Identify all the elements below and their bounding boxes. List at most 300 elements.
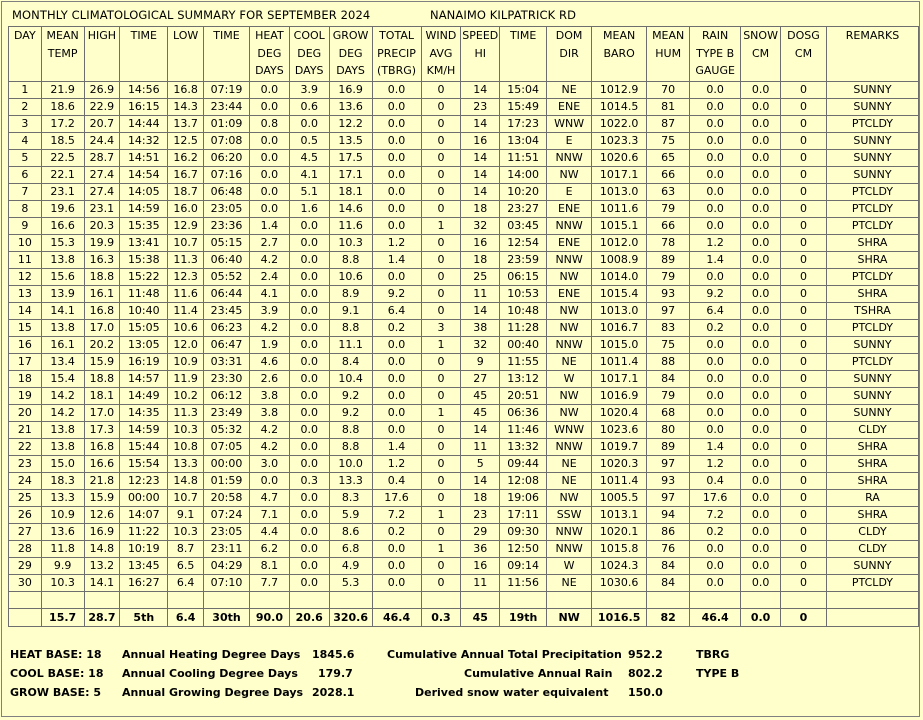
table-cell: 0.2 <box>690 320 741 337</box>
table-cell: 16.6 <box>41 218 84 235</box>
table-cell: 88 <box>647 354 690 371</box>
table-cell: 11.6 <box>168 286 204 303</box>
table-row <box>9 184 919 201</box>
table-cell: 14 <box>461 422 500 439</box>
table-cell: 13.8 <box>41 422 84 439</box>
table-cell: 23:36 <box>204 218 250 235</box>
table-cell: ENE <box>547 99 592 116</box>
table-cell: 1017.1 <box>592 167 647 184</box>
table-cell: 0.0 <box>690 150 741 167</box>
table-cell: 79 <box>647 269 690 286</box>
report-title: MONTHLY CLIMATOLOGICAL SUMMARY FOR SEPTEMBER 2024 <box>12 8 371 22</box>
table-row <box>9 201 919 218</box>
table-cell: 14 <box>461 167 500 184</box>
table-cell: 17.2 <box>41 116 84 133</box>
table-cell: 12 <box>9 269 42 286</box>
table-cell: 1.9 <box>249 337 289 354</box>
table-cell: 1020.4 <box>592 405 647 422</box>
table-cell: 12.9 <box>168 218 204 235</box>
table-cell: 15:54 <box>120 456 168 473</box>
table-cell: 23:11 <box>204 541 250 558</box>
table-cell: 16.0 <box>168 201 204 218</box>
table-cell: 23.1 <box>84 201 120 218</box>
table-cell: 00:00 <box>204 456 250 473</box>
table-cell: 0.0 <box>372 541 421 558</box>
table-cell <box>9 592 42 609</box>
table-cell: 0.0 <box>741 133 781 150</box>
table-cell: 10:53 <box>500 286 547 303</box>
table-cell: 6.4 <box>168 575 204 592</box>
table-cell: 7 <box>9 184 42 201</box>
table-cell: 0 <box>781 99 827 116</box>
table-cell: 17.0 <box>84 405 120 422</box>
table-cell: 27 <box>9 524 42 541</box>
table-cell: 83 <box>647 320 690 337</box>
table-cell: 13.9 <box>41 286 84 303</box>
table-cell: 0.0 <box>741 490 781 507</box>
table-cell: 0 <box>781 405 827 422</box>
table-cell: 15:44 <box>120 439 168 456</box>
table-cell: 17.5 <box>329 150 372 167</box>
table-cell: 16.6 <box>84 456 120 473</box>
table-row <box>9 388 919 405</box>
table-cell: 26 <box>9 507 42 524</box>
table-cell: 0.0 <box>690 99 741 116</box>
cool-base: COOL BASE: 18 <box>10 667 104 680</box>
table-cell: 32 <box>461 337 500 354</box>
column-header: DAY <box>9 27 42 82</box>
table-cell: 0 <box>421 252 461 269</box>
table-cell: 0.0 <box>289 558 329 575</box>
table-cell: 0 <box>781 473 827 490</box>
table-cell: 0.0 <box>289 286 329 303</box>
table-row <box>9 456 919 473</box>
table-cell: 9.9 <box>41 558 84 575</box>
table-cell: 18.1 <box>329 184 372 201</box>
table-row <box>9 269 919 286</box>
table-row <box>9 541 919 558</box>
table-cell: 10.6 <box>329 269 372 286</box>
table-cell: 0 <box>781 150 827 167</box>
table-cell: 0.0 <box>289 524 329 541</box>
table-cell: 12.3 <box>168 269 204 286</box>
table-cell: 0.0 <box>372 218 421 235</box>
table-cell: 0 <box>781 422 827 439</box>
table-cell: 0.3 <box>289 473 329 490</box>
table-cell: 1 <box>421 337 461 354</box>
table-cell: 22 <box>9 439 42 456</box>
table-cell: SUNNY <box>826 405 918 422</box>
table-cell: 0 <box>421 99 461 116</box>
table-cell <box>168 592 204 609</box>
table-cell: 1013.1 <box>592 507 647 524</box>
table-cell <box>329 592 372 609</box>
table-cell: 0 <box>781 184 827 201</box>
table-cell: 20:58 <box>204 490 250 507</box>
table-cell: NNW <box>547 252 592 269</box>
table-cell: 0.0 <box>289 541 329 558</box>
table-cell: 45 <box>461 405 500 422</box>
table-cell: 06:44 <box>204 286 250 303</box>
table-cell: 23 <box>9 456 42 473</box>
table-cell: NE <box>547 575 592 592</box>
table-cell: 0 <box>421 235 461 252</box>
column-header: DOSG CM <box>781 27 827 82</box>
table-cell: 1016.7 <box>592 320 647 337</box>
table-cell: 20 <box>9 405 42 422</box>
table-cell: 13:32 <box>500 439 547 456</box>
table-cell: PTCLDY <box>826 116 918 133</box>
table-cell: 10:20 <box>500 184 547 201</box>
table-cell: 0 <box>781 82 827 99</box>
table-row <box>9 439 919 456</box>
table-cell: 1011.4 <box>592 473 647 490</box>
table-cell: 0.0 <box>690 82 741 99</box>
table-cell: 0.8 <box>249 116 289 133</box>
table-cell: 0 <box>421 439 461 456</box>
table-cell: 0.0 <box>741 388 781 405</box>
cum-precip-label: Cumulative Annual Total Precipitation <box>387 648 622 661</box>
table-cell: 00:00 <box>120 490 168 507</box>
table-cell: NW <box>547 303 592 320</box>
table-cell: 1017.1 <box>592 371 647 388</box>
table-cell: 1022.0 <box>592 116 647 133</box>
cum-precip-value: 952.2 <box>628 648 663 661</box>
table-cell: 1011.6 <box>592 201 647 218</box>
grow-base: GROW BASE: 5 <box>10 686 102 699</box>
table-cell: 09:14 <box>500 558 547 575</box>
table-cell: 15.7 <box>41 609 84 627</box>
table-cell: 45 <box>461 388 500 405</box>
table-cell: 03:45 <box>500 218 547 235</box>
table-cell: 0.0 <box>289 337 329 354</box>
table-cell: 8.4 <box>329 354 372 371</box>
table-cell: 0 <box>781 558 827 575</box>
table-cell: 0.0 <box>372 558 421 575</box>
table-cell: 0.0 <box>372 116 421 133</box>
table-cell: 0 <box>781 388 827 405</box>
table-cell: PTCLDY <box>826 269 918 286</box>
station-name: NANAIMO KILPATRICK RD <box>430 8 577 22</box>
table-cell: 07:24 <box>204 507 250 524</box>
table-row <box>9 116 919 133</box>
table-cell: 0.6 <box>289 99 329 116</box>
table-cell: 15.0 <box>41 456 84 473</box>
table-cell: 0.0 <box>249 473 289 490</box>
table-row <box>9 303 919 320</box>
table-cell: 13 <box>9 286 42 303</box>
table-cell: 11.8 <box>41 541 84 558</box>
annual-cooling-value: 179.7 <box>318 667 353 680</box>
table-cell: 0.0 <box>249 184 289 201</box>
table-row <box>9 354 919 371</box>
table-cell <box>647 592 690 609</box>
column-header: MEAN TEMP <box>41 27 84 82</box>
table-row <box>9 575 919 592</box>
table-cell: 65 <box>647 150 690 167</box>
table-cell: 09:44 <box>500 456 547 473</box>
table-cell: 8.8 <box>329 252 372 269</box>
table-cell: 1.2 <box>372 456 421 473</box>
column-header: TIME <box>120 27 168 82</box>
table-cell: 3.8 <box>249 405 289 422</box>
table-cell <box>500 592 547 609</box>
table-cell: 0.0 <box>249 99 289 116</box>
table-cell: 0.0 <box>690 405 741 422</box>
table-cell: 28 <box>9 541 42 558</box>
table-cell: 0.0 <box>690 133 741 150</box>
table-row <box>9 167 919 184</box>
table-cell: 8.8 <box>329 422 372 439</box>
table-cell: 0.0 <box>690 558 741 575</box>
table-cell: 12.6 <box>84 507 120 524</box>
table-header <box>9 27 919 82</box>
table-cell: 0.0 <box>690 337 741 354</box>
table-cell: 19th <box>500 609 547 627</box>
table-cell: 11:56 <box>500 575 547 592</box>
table-cell: 1016.5 <box>592 609 647 627</box>
table-cell: 11:51 <box>500 150 547 167</box>
table-cell: ENE <box>547 235 592 252</box>
table-cell: 07:10 <box>204 575 250 592</box>
table-cell: 05:15 <box>204 235 250 252</box>
table-cell: 4.5 <box>289 150 329 167</box>
table-cell: 0.0 <box>741 184 781 201</box>
table-cell: 0.0 <box>690 575 741 592</box>
table-cell: 18.7 <box>168 184 204 201</box>
table-cell: 0 <box>421 286 461 303</box>
table-cell: 18.8 <box>84 371 120 388</box>
table-cell: 0.0 <box>690 218 741 235</box>
table-cell: 14.6 <box>329 201 372 218</box>
table-cell: SUNNY <box>826 99 918 116</box>
table-cell: 12.2 <box>329 116 372 133</box>
table-cell: 27.4 <box>84 184 120 201</box>
table-cell: 0.0 <box>372 99 421 116</box>
table-cell: 0 <box>781 252 827 269</box>
table-cell: 97 <box>647 456 690 473</box>
table-cell: PTCLDY <box>826 575 918 592</box>
table-cell: 13.3 <box>329 473 372 490</box>
table-cell: 14:59 <box>120 422 168 439</box>
table-row <box>9 252 919 269</box>
table-cell: PTCLDY <box>826 218 918 235</box>
table-cell: 07:16 <box>204 167 250 184</box>
table-cell: CLDY <box>826 541 918 558</box>
table-cell: 23:05 <box>204 524 250 541</box>
table-cell: 07:19 <box>204 82 250 99</box>
table-cell: 63 <box>647 184 690 201</box>
table-cell: 14:07 <box>120 507 168 524</box>
table-row <box>9 507 919 524</box>
table-cell: 0.0 <box>741 150 781 167</box>
table-cell: 0.0 <box>289 490 329 507</box>
table-cell: 18.5 <box>41 133 84 150</box>
table-cell: 68 <box>647 405 690 422</box>
table-cell: 16:27 <box>120 575 168 592</box>
table-cell: 0.0 <box>372 575 421 592</box>
table-cell: 06:23 <box>204 320 250 337</box>
table-cell: 0 <box>781 116 827 133</box>
table-cell: 3.9 <box>249 303 289 320</box>
table-cell: 16 <box>9 337 42 354</box>
table-cell: 15.9 <box>84 490 120 507</box>
table-cell: 06:40 <box>204 252 250 269</box>
table-cell: 0 <box>421 303 461 320</box>
table-cell: 23:30 <box>204 371 250 388</box>
table-cell: 86 <box>647 524 690 541</box>
table-cell: 97 <box>647 490 690 507</box>
column-header: TIME <box>204 27 250 82</box>
table-cell: 1013.0 <box>592 184 647 201</box>
table-cell: SUNNY <box>826 337 918 354</box>
table-cell: 19 <box>9 388 42 405</box>
table-cell: 0.2 <box>372 320 421 337</box>
table-cell: 18 <box>9 371 42 388</box>
table-cell: 11.9 <box>168 371 204 388</box>
table-cell <box>84 592 120 609</box>
table-cell: 0.5 <box>289 133 329 150</box>
table-cell: 16:15 <box>120 99 168 116</box>
table-cell: 11.3 <box>168 252 204 269</box>
table-cell: 14:57 <box>120 371 168 388</box>
table-cell: 14:05 <box>120 184 168 201</box>
table-cell: 89 <box>647 439 690 456</box>
table-cell: 0.0 <box>741 116 781 133</box>
table-cell: 4 <box>9 133 42 150</box>
table-cell: 14 <box>9 303 42 320</box>
table-cell: 0.0 <box>741 269 781 286</box>
table-cell: WNW <box>547 422 592 439</box>
table-cell: 10.3 <box>168 524 204 541</box>
table-cell: 1 <box>421 405 461 422</box>
table-cell: 14.3 <box>168 99 204 116</box>
table-cell: 0 <box>421 575 461 592</box>
table-cell: 0.0 <box>690 184 741 201</box>
table-row <box>9 337 919 354</box>
table-cell: 0.0 <box>690 116 741 133</box>
table-cell: 14 <box>461 303 500 320</box>
table-cell: 14:35 <box>120 405 168 422</box>
table-cell: 0.0 <box>249 82 289 99</box>
table-cell: 14:59 <box>120 201 168 218</box>
table-cell: 3 <box>421 320 461 337</box>
table-cell: NNW <box>547 150 592 167</box>
table-cell: 0 <box>421 354 461 371</box>
table-cell: 2.4 <box>249 269 289 286</box>
table-cell: 9.1 <box>329 303 372 320</box>
table-cell: 32 <box>461 218 500 235</box>
table-cell: 1008.9 <box>592 252 647 269</box>
annual-heating-value: 1845.6 <box>312 648 355 661</box>
table-cell: 0.0 <box>289 116 329 133</box>
table-cell: 89 <box>647 252 690 269</box>
table-cell: 0.0 <box>741 439 781 456</box>
table-cell <box>781 592 827 609</box>
table-cell: 0 <box>781 201 827 218</box>
table-cell: 1030.6 <box>592 575 647 592</box>
table-cell: NW <box>547 405 592 422</box>
table-cell: 0.0 <box>372 405 421 422</box>
table-cell: 0.0 <box>249 150 289 167</box>
table-cell: 80 <box>647 422 690 439</box>
heat-base: HEAT BASE: 18 <box>10 648 102 661</box>
table-cell: 14:54 <box>120 167 168 184</box>
table-cell: 13.3 <box>168 456 204 473</box>
table-cell <box>41 592 84 609</box>
table-cell: 16 <box>461 235 500 252</box>
totals-row <box>9 609 919 627</box>
table-cell: 6 <box>9 167 42 184</box>
report-header <box>12 8 577 22</box>
table-cell: 46.4 <box>690 609 741 627</box>
table-cell: 0 <box>421 201 461 218</box>
table-cell: 78 <box>647 235 690 252</box>
table-cell: 87 <box>647 116 690 133</box>
table-cell: 70 <box>647 82 690 99</box>
table-cell: SHRA <box>826 286 918 303</box>
table-cell: 23:44 <box>204 99 250 116</box>
table-cell: 11.6 <box>329 218 372 235</box>
table-cell: 1.4 <box>690 252 741 269</box>
table-cell: PTCLDY <box>826 184 918 201</box>
table-cell: 03:31 <box>204 354 250 371</box>
table-cell: NNW <box>547 439 592 456</box>
column-header: SNOW CM <box>741 27 781 82</box>
table-cell: 0 <box>781 456 827 473</box>
cum-rain-unit: TYPE B <box>696 667 740 680</box>
table-cell: 21.9 <box>41 82 84 99</box>
table-cell: 28.7 <box>84 150 120 167</box>
table-cell: 0 <box>421 422 461 439</box>
table-cell: 10.3 <box>168 422 204 439</box>
table-row <box>9 286 919 303</box>
table-cell: 05:52 <box>204 269 250 286</box>
table-cell: 13.4 <box>41 354 84 371</box>
table-cell: 0 <box>421 269 461 286</box>
table-cell: 17.6 <box>372 490 421 507</box>
table-cell: 6.4 <box>372 303 421 320</box>
table-cell: 06:36 <box>500 405 547 422</box>
table-cell: 0 <box>781 541 827 558</box>
table-cell: 0.0 <box>372 184 421 201</box>
table-cell: 07:05 <box>204 439 250 456</box>
table-cell <box>461 592 500 609</box>
table-cell: 97 <box>647 303 690 320</box>
table-cell: 0.0 <box>741 167 781 184</box>
table-cell: 0.0 <box>289 507 329 524</box>
column-header: LOW <box>168 27 204 82</box>
table-cell: 0.4 <box>372 473 421 490</box>
table-cell: 11:55 <box>500 354 547 371</box>
table-cell: 25 <box>461 269 500 286</box>
table-cell: 0.0 <box>741 201 781 218</box>
table-cell: 14 <box>461 184 500 201</box>
table-cell: 0.0 <box>741 524 781 541</box>
table-cell: 10.6 <box>168 320 204 337</box>
table-cell: 94 <box>647 507 690 524</box>
table-cell: 66 <box>647 218 690 235</box>
table-cell <box>547 592 592 609</box>
table-cell: 19.6 <box>41 201 84 218</box>
table-cell: 06:15 <box>500 269 547 286</box>
table-cell: 24 <box>9 473 42 490</box>
table-cell: E <box>547 133 592 150</box>
table-cell: 0.0 <box>289 354 329 371</box>
table-cell: 0.0 <box>741 82 781 99</box>
table-cell: 10.8 <box>168 439 204 456</box>
table-cell: 21.8 <box>84 473 120 490</box>
